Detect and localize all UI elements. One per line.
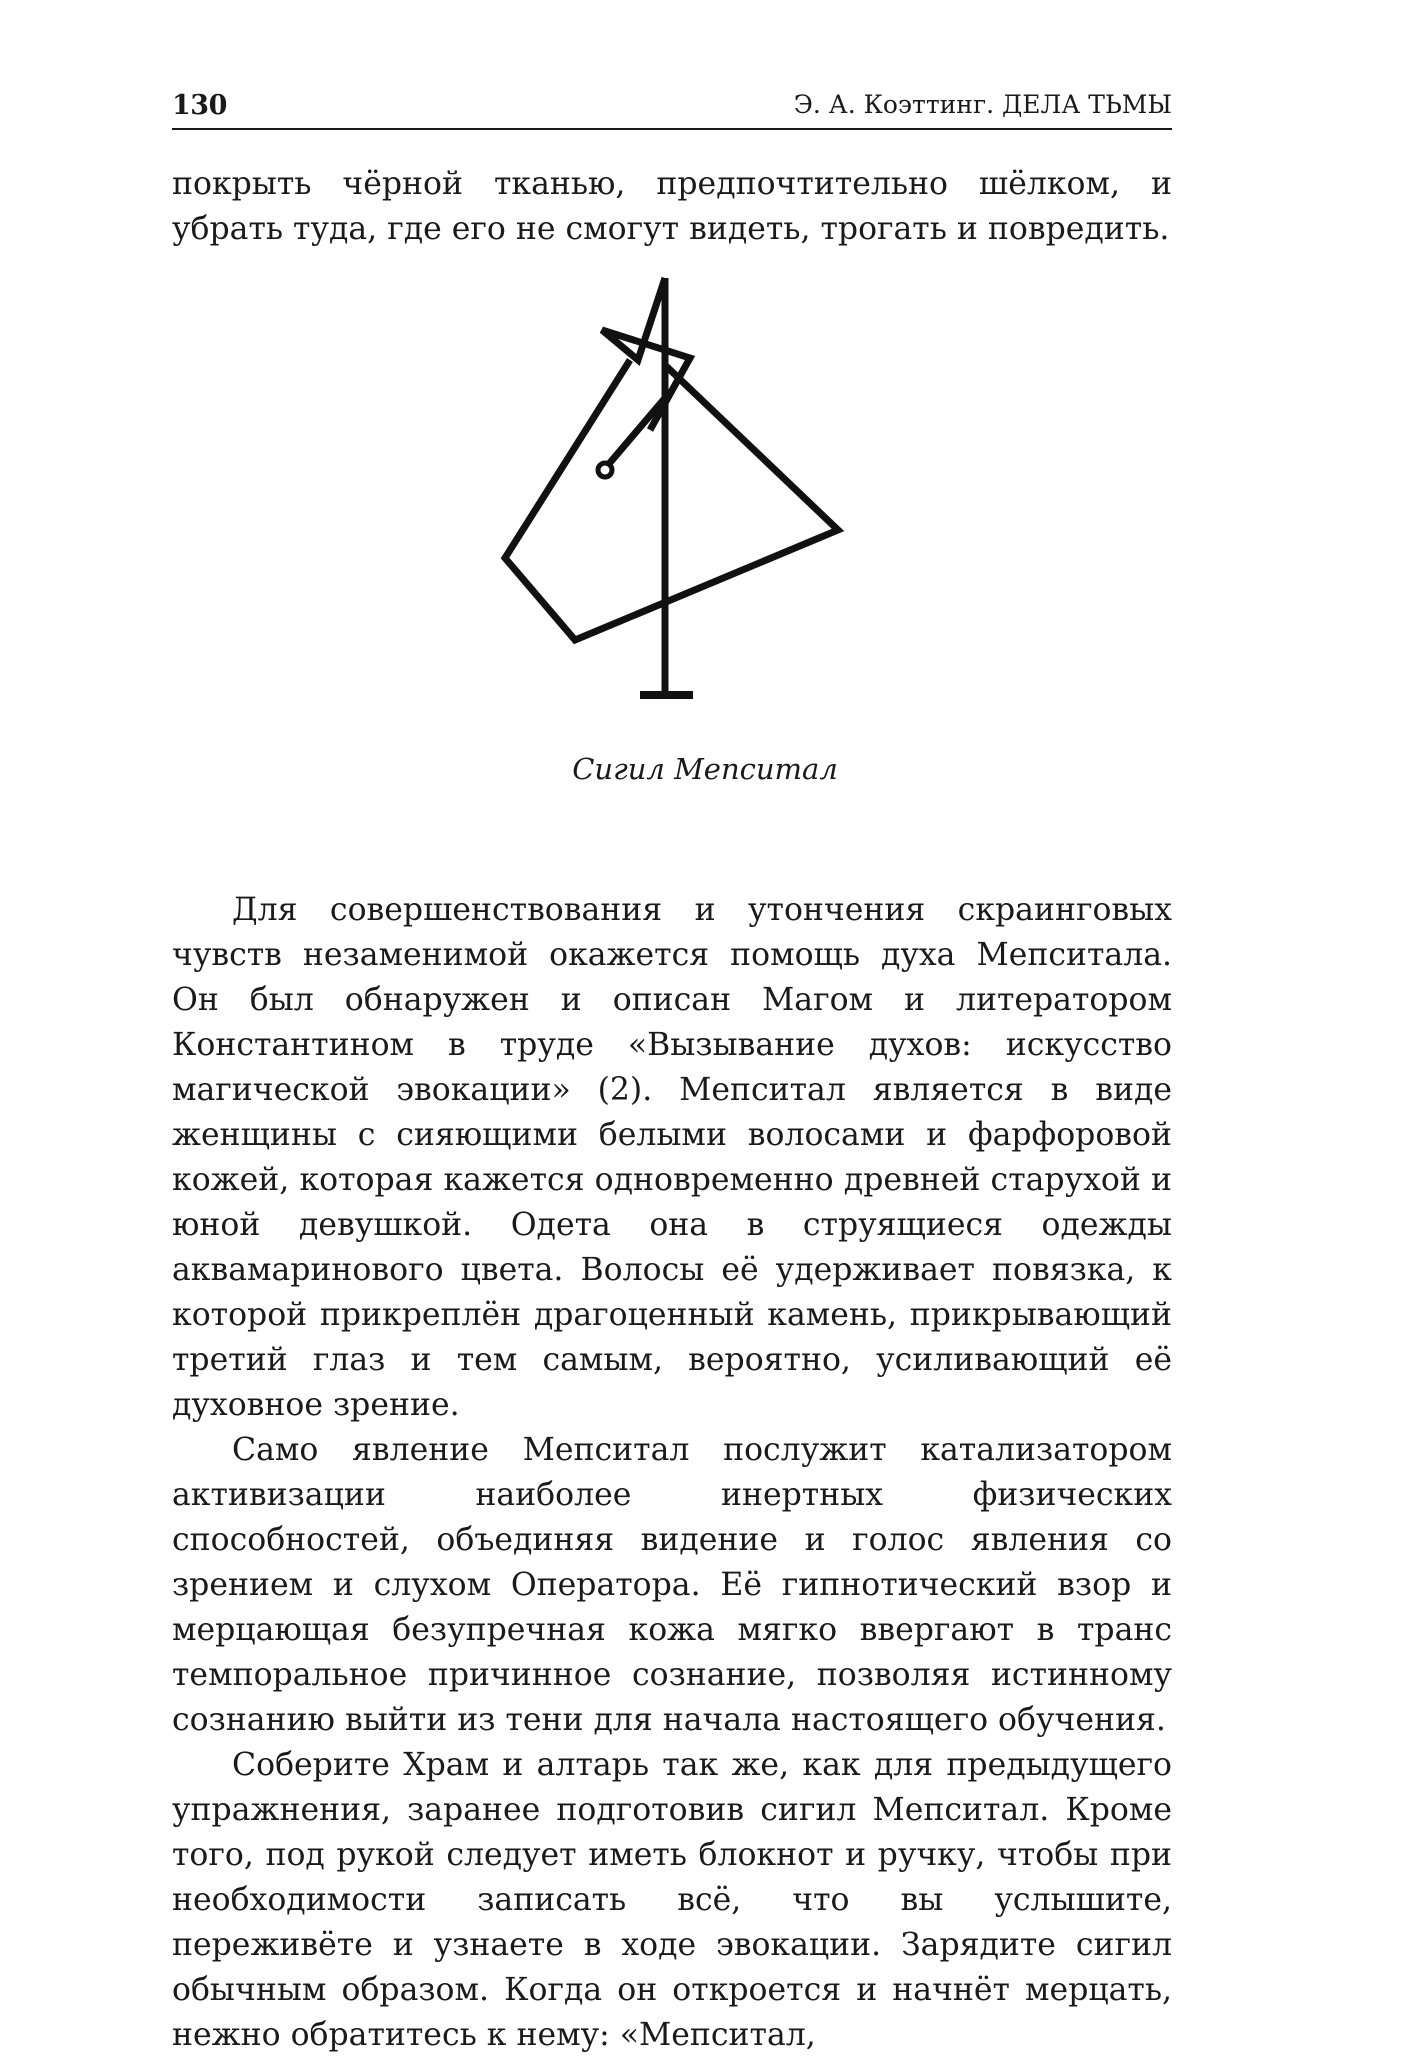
- page-number: 130: [172, 90, 227, 121]
- intro-text-block: [172, 162, 1172, 252]
- running-title: Э. А. Коэттинг. ДЕЛА ТЬМЫ: [793, 90, 1172, 119]
- main-text-block: [172, 888, 1172, 2058]
- sigil-pentagon-stroke: [505, 360, 838, 640]
- sigil-small-circle: [598, 463, 612, 477]
- paragraph-2: Само явление Мепситал послужит катализатором активизации наиболее инертных физических способностей, объединяя видение и голос явления со зрением и слухом Оператора. Её гипнотический взор и мерцающая безупречная кожа мягко ввергают в транс темпоральное причинное сознание, позволяя истинному сознанию выйти из тени для начала настоящего обучения.: [172, 1432, 1172, 1738]
- running-header: [172, 84, 1172, 130]
- sigil-top-star-stroke: [602, 278, 690, 430]
- mepsital-sigil-icon: [490, 270, 860, 710]
- paragraph-1: Для совершенствования и утончения скраинговых чувств незаменимой окажется помощь духа Мепситала. Он был обнаружен и описан Магом и литератором Константином в труде «Вызывание духов: искусство магической эвокации» (2). Мепситал является в виде женщины с сияющими белыми волосами и фарфоровой кожей, которая кажется одновременно древней старухой и юной девушкой. Одета она в струящиеся одежды аквамаринового цвета. Волосы её удерживает повязка, к которой прикреплён драгоценный камень, прикрывающий третий глаз и тем самым, вероятно, усиливающий её духовное зрение.: [172, 892, 1172, 1423]
- intro-paragraph: покрыть чёрной тканью, предпочтительно шёлком, и убрать туда, где его не смогут видеть, трогать и повредить.: [172, 166, 1172, 247]
- figure-caption: Сигил Мепситал: [572, 752, 838, 786]
- paragraph-3: Соберите Храм и алтарь так же, как для предыдущего упражнения, заранее подготовив сигил Мепситал. Кроме того, под рукой следует иметь блокнот и ручку, чтобы при необходимости записать всё, что вы услышите, переживёте и узнаете в ходе эвокации. Зарядите сигил обычным образом. Когда он откроется и начнёт мерцать, нежно обратитесь к нему: «Мепситал,: [172, 1747, 1172, 2053]
- sigil-hook-stroke: [608, 398, 665, 465]
